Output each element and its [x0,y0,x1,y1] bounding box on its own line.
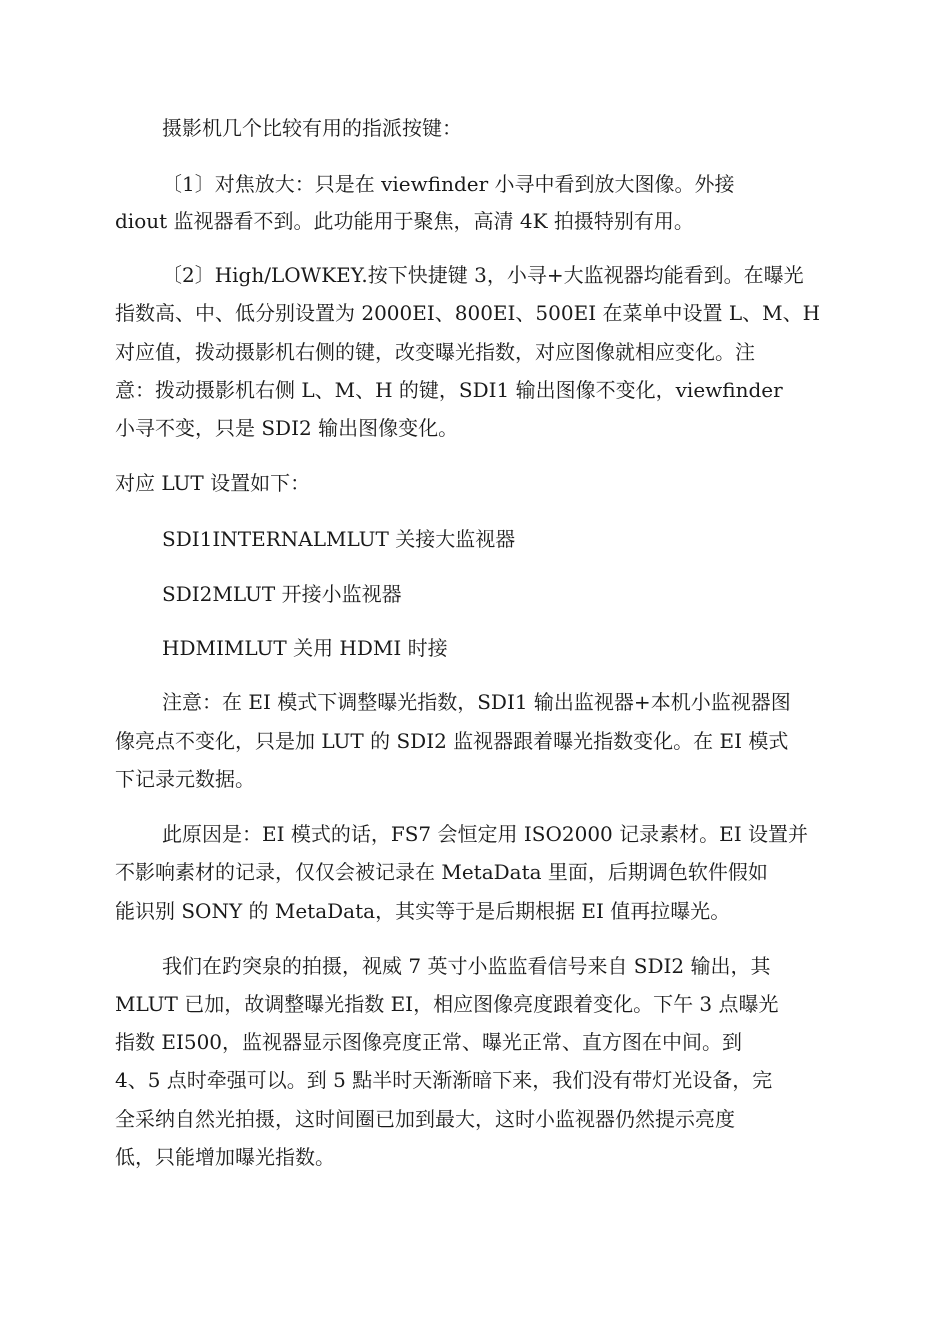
paragraph-reason-line-3: 能识别 SONY 的 MetaData，其实等于是后期根据 EI 值再拉曝光。 [115,899,731,923]
paragraph-shooting-line-4: 4、5 点时牵强可以。到 5 點半时天渐渐暗下来，我们没有带灯光设备，完 [115,1068,773,1092]
paragraph-high-low-line-1: 〔2〕High/LOWKEY.按下快捷键 3，小寻+大监视器均能看到。在曝光 [162,263,804,287]
lut-setting-hdmi: HDMIMLUT 关用 HDMI 时接 [162,636,448,660]
lut-setting-sdi2: SDI2MLUT 开接小监视器 [162,582,402,606]
paragraph-reason-line-1: 此原因是：EI 模式的话，FS7 会恒定用 ISO2000 记录素材。EI 设置并 [162,822,808,846]
lut-settings-heading: 对应 LUT 设置如下： [115,471,311,495]
intro-heading: 摄影机几个比较有用的指派按键： [162,116,462,140]
paragraph-shooting-line-5: 全采纳自然光拍摄，这时间圈已加到最大，这时小监视器仍然提示亮度 [115,1107,735,1131]
paragraph-shooting-line-1: 我们在趵突泉的拍摄，视威 7 英寸小监监看信号来自 SDI2 输出，其 [162,954,771,978]
lut-setting-sdi1: SDI1INTERNALMLUT 关接大监视器 [162,527,516,551]
paragraph-high-low-line-2: 指数高、中、低分别设置为 2000EI、800EI、500EI 在菜单中设置 L、M、H [115,301,821,325]
paragraph-note-line-3: 下记录元数据。 [115,767,255,791]
paragraph-high-low-line-4: 意：拨动摄影机右侧 L、M、H 的键，SDI1 输出图像不变化，viewfinder [115,378,783,402]
paragraph-shooting-line-2: MLUT 已加，故调整曝光指数 EI，相应图像亮度跟着变化。下午 3 点曝光 [115,992,779,1016]
paragraph-focus-line-1: 〔1〕对焦放大：只是在 viewfinder 小寻中看到放大图像。外接 [162,172,735,196]
paragraph-reason-line-2: 不影响素材的记录，仅仅会被记录在 MetaData 里面，后期调色软件假如 [115,860,768,884]
paragraph-high-low-line-3: 对应值，拨动摄影机右侧的键，改变曝光指数，对应图像就相应变化。注 [115,340,755,364]
paragraph-focus-line-2: diout 监视器看不到。此功能用于聚焦，高清 4K 拍摄特别有用。 [115,209,694,233]
paragraph-shooting-line-6: 低，只能增加曝光指数。 [115,1145,335,1169]
paragraph-shooting-line-3: 指数 EI500，监视器显示图像亮度正常、曝光正常、直方图在中间。到 [115,1030,743,1054]
paragraph-note-line-1: 注意：在 EI 模式下调整曝光指数，SDI1 输出监视器+本机小监视器图 [162,690,791,714]
paragraph-high-low-line-5: 小寻不变，只是 SDI2 输出图像变化。 [115,416,459,440]
paragraph-note-line-2: 像亮点不变化，只是加 LUT 的 SDI2 监视器跟着曝光指数变化。在 EI 模式 [115,729,789,753]
